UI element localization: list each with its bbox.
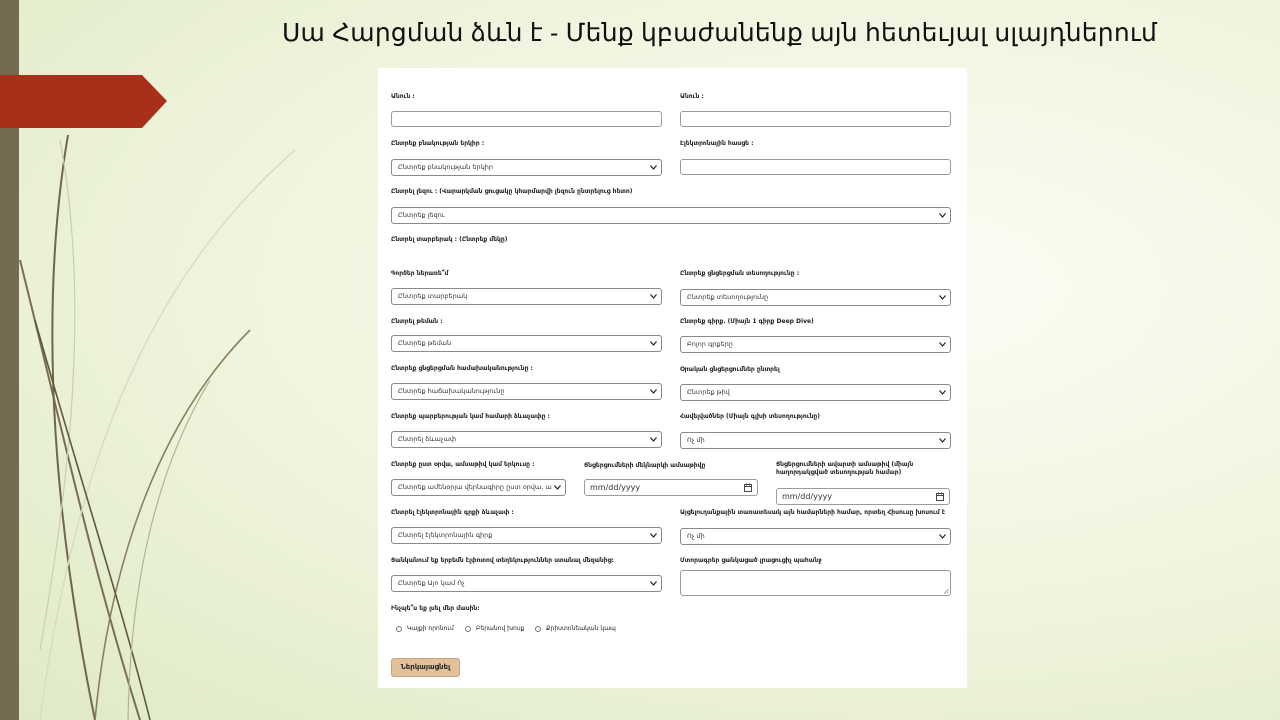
type-section-label: Ընտրել տարբերակ : (Ընտրեք մեկը) <box>391 236 508 243</box>
calendar-icon[interactable] <box>744 483 752 492</box>
category-label: Ընտրեք ցնցերցման տեսողությունը : <box>680 270 800 277</box>
exclude-select[interactable]: Ոչ մի <box>680 528 951 545</box>
chevron-down-icon <box>554 485 561 490</box>
book-label: Ընտրեք գիրք. (Միայն 1 գիրք Deep Dive) <box>680 318 814 325</box>
slide-title: Սա Հարցման ձևն է - Մենք կբաժանենք այն հետեւյալ սլայդներում <box>282 19 1158 47</box>
extras-select[interactable]: Ոչ մի <box>680 432 951 449</box>
chevron-down-icon <box>650 165 657 170</box>
level-label: Ընտրեք ցնցերցման համախականությունը : <box>391 365 533 372</box>
topic-label: Ընտրել թեման : <box>391 318 443 325</box>
start-date-input[interactable]: mm/dd/yyyy <box>584 479 758 496</box>
notes-textarea[interactable] <box>680 570 951 596</box>
start-date-label: Ցնցերցումների մեկնարկի ամսաթիվը <box>584 462 706 469</box>
reminders-select[interactable]: Ընտրեք Այո կամ Ոչ <box>391 575 662 592</box>
source-label: Ինչպե՞ս եք լսել մեր մասին: <box>391 605 480 612</box>
count-label: Օրական ցնցերցումներ ընտրել <box>680 366 780 373</box>
end-date-input[interactable]: mm/dd/yyyy <box>776 488 950 505</box>
topic-select[interactable]: Ընտրեք թեման <box>391 335 662 352</box>
chevron-down-icon <box>939 390 946 395</box>
end-date-label: Ցնցերցումների ավարտի ամսաթիվ (միայն հաղորդակցված տեսողության համար) <box>776 461 914 476</box>
chevron-down-icon <box>939 213 946 218</box>
calendar-icon[interactable] <box>936 492 944 501</box>
radio-option-search[interactable]: Կայքի որոնում <box>396 625 454 632</box>
email-input[interactable] <box>680 159 951 175</box>
chevron-down-icon <box>939 534 946 539</box>
chevron-down-icon <box>650 294 657 299</box>
first-name-input[interactable] <box>391 111 662 127</box>
extras-label: Հավելվածներ (Միայն գլխի տեսողությունը) <box>680 413 821 420</box>
chevron-down-icon <box>939 342 946 347</box>
last-name-input[interactable] <box>680 111 951 127</box>
chevron-down-icon <box>650 581 657 586</box>
level-select[interactable]: Ընտրեք հաճախականությունը <box>391 383 662 400</box>
chevron-down-icon <box>650 533 657 538</box>
format-label: Ընտրեք պարբերության կամ համարի ձևաչափը : <box>391 413 550 420</box>
format-select[interactable]: Ընտրել ձևաչափ <box>391 431 662 448</box>
type-select[interactable]: Ընտրեք տարբերակ <box>391 288 662 305</box>
chevron-down-icon <box>939 438 946 443</box>
language-label: Ընտրել լեզու : (Վարարկման ցուցակը կհարմարվի լեզուն ընտրելուց հետո) <box>391 188 633 195</box>
notes-label: Մտորագրեր ցանկացած լրացուցիչ պահանջ <box>680 557 822 564</box>
last-name-label: Անուն : <box>680 93 704 100</box>
radio-circle[interactable] <box>535 626 541 632</box>
submit-button[interactable]: Ներկայացնել <box>391 658 460 677</box>
radio-circle[interactable] <box>396 626 402 632</box>
chevron-down-icon <box>650 341 657 346</box>
count-select[interactable]: Ընտրեք թիվ <box>680 384 951 401</box>
radio-option-christian-connection[interactable]: Քրիստոնեական կապ <box>535 625 616 632</box>
ebook-label: Ընտրել էլեկտրոնային գրքի ձևաչափ : <box>391 509 514 516</box>
ebook-select[interactable]: Ընտրել էլեկտրոնային գիրք <box>391 527 662 544</box>
radio-option-word-of-mouth[interactable]: Բերանով խոսք <box>465 625 524 632</box>
language-select[interactable]: Ընտրեք լեզու <box>391 207 951 224</box>
exclude-label: Այցելուղանքային տառատեսակ այն համարների համար, որտեղ Հիսուսը խոսում է <box>680 509 946 516</box>
country-label: Ընտրեք բնակության երկիր : <box>391 140 485 147</box>
first-name-label: Անուն : <box>391 93 415 100</box>
chevron-down-icon <box>939 295 946 300</box>
category-select[interactable]: Ընտրեք տեսողությունը <box>680 289 951 306</box>
accent-arrow-shape <box>0 75 167 128</box>
schedule-label: Ընտրեք ըստ օրվա, ամսաթիվ կամ երկուսը : <box>391 461 535 468</box>
tools-label: Գործեր ներառե՞մ <box>391 270 449 277</box>
radio-circle[interactable] <box>465 626 471 632</box>
reminders-label: Ցանկանում եք երբեմն էլփոտով տեղեկություններ ստանալ մեզանից: <box>391 557 614 564</box>
chevron-down-icon <box>650 437 657 442</box>
chevron-down-icon <box>650 389 657 394</box>
book-select[interactable]: Բոլոր գրքերը <box>680 336 951 353</box>
resize-grip-icon[interactable] <box>943 588 949 594</box>
schedule-select[interactable]: Ընտրեք ամենօրյա վերնագիրը ըստ օրվա, ա <box>391 479 566 496</box>
email-label: Էլեկտրոնային հասցե : <box>680 140 754 147</box>
country-select[interactable]: Ընտրեք բնակության երկիր <box>391 159 662 176</box>
